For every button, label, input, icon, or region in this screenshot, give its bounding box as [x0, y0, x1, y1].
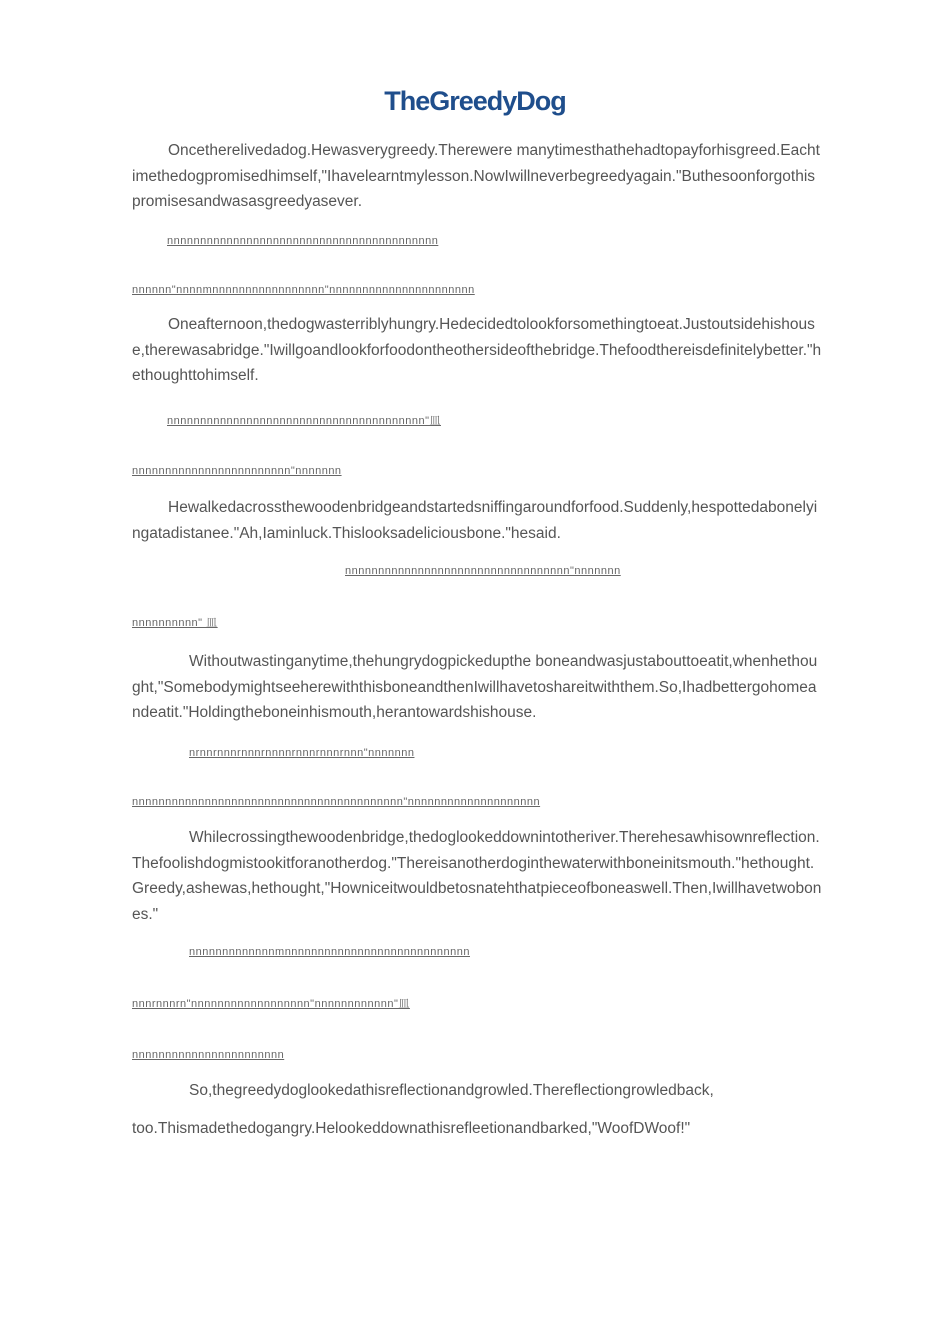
- translation-line-10: nnnrnnnrn"nnnnnnnnnnnnnnnnnn"nnnnnnnnnnnn"皿: [132, 998, 410, 1010]
- document-title: TheGreedyDog: [384, 86, 566, 116]
- translation-line-4: nnnnnnnnnnnnnnnnnnnnnnnn"nnnnnnn: [132, 465, 342, 477]
- translation-line-8: nnnnnnnnnnnnnnnnnnnnnnnnnnnnnnnnnnnnnnnnn"nnnnnnnnnnnnnnnnnnnn: [132, 796, 541, 808]
- translation-line-9: nnnnnnnnnnnnnmnnnnnnnnnnnnnnnnnnnnnnnnnnnn: [189, 946, 470, 958]
- translation-line-11: nnnnnnnnnnnnnnnnnnnnnnn: [132, 1049, 285, 1061]
- story-paragraph-6-continued: too.Thismadethedogangry.Helookeddownathisrefleetionandbarked,"WoofDWoof!": [132, 1120, 691, 1137]
- story-paragraph-5: Whilecrossingthewoodenbridge,thedoglookeddownintotheriver.Therehesawhisownreflection.Thefoolishdogmistookitforanotherdog."Thereisanotherdoginthewaterwithboneinitsmouth."hethought.Greedy,ashewas,hethought,"Howniceitwouldbetosnatehthatpieceofboneaswell.Then,Iwillhavetwobones.": [132, 829, 822, 923]
- story-paragraph-6: So,thegreedydoglookedathisreflectionandgrowled.Thereflectiongrowledback,: [189, 1082, 714, 1099]
- translation-line-2: nnnnnn"nnnnmnnnnnnnnnnnnnnnnn"nnnnnnnnnnnnnnnnnnnnnn: [132, 284, 475, 296]
- story-paragraph-3: Hewalkedacrossthewoodenbridgeandstartedsniffingaroundforfood.Suddenly,hespottedabonelyingatadistanee."Ah,Iaminluck.Thislooksadeliciousbone."hesaid.: [132, 499, 818, 542]
- story-paragraph-4: Withoutwastinganytime,thehungrydogpickedupthe boneandwasjustabouttoeatit,whenhethought,"SomebodymightseeherewiththisboneandthenIwillhavetoshareitwiththem.So,Ihadbettergohomeandeatit."Holdingtheboneinhismouth,herantowardshishouse.: [132, 653, 818, 721]
- story-paragraph-1: Oncetherelivedadog.Hewasverygreedy.Therewere manytimesthathehadtopayforhisgreed.Eachtimethedogpromisedhimself,"Ihavelearntmylesson.NowIwillneverbegreedyagain."Buthesoonforgothispromisesandwasasgreedyasever.: [132, 142, 820, 210]
- story-paragraph-2: Oneafternoon,thedogwasterriblyhungry.Hedecidedtolookforsomethingtoeat.Justoutsidehishouse,therewasabridge."Iwillgoandlookforfoodontheothersideofthebridge.Thefoodthereisdefinitelybetter."hethoughttohimself.: [132, 316, 822, 384]
- translation-line-1: nnnnnnnnnnnnnnnnnnnnnnnnnnnnnnnnnnnnnnnnn: [167, 235, 439, 247]
- translation-line-6: nnnnnnnnnn" 皿: [132, 617, 218, 629]
- translation-line-3: nnnnnnnnnnnnnnnnnnnnnnnnnnnnnnnnnnnnnnn"皿: [167, 415, 441, 427]
- translation-line-7: nrnnrnnnrnnnrnnnnrnnnrnnnrnnn"nnnnnnn: [189, 747, 415, 759]
- translation-line-5: nnnnnnnnnnnnnnnnnnnnnnnnnnnnnnnnnn"nnnnnnn: [345, 565, 621, 577]
